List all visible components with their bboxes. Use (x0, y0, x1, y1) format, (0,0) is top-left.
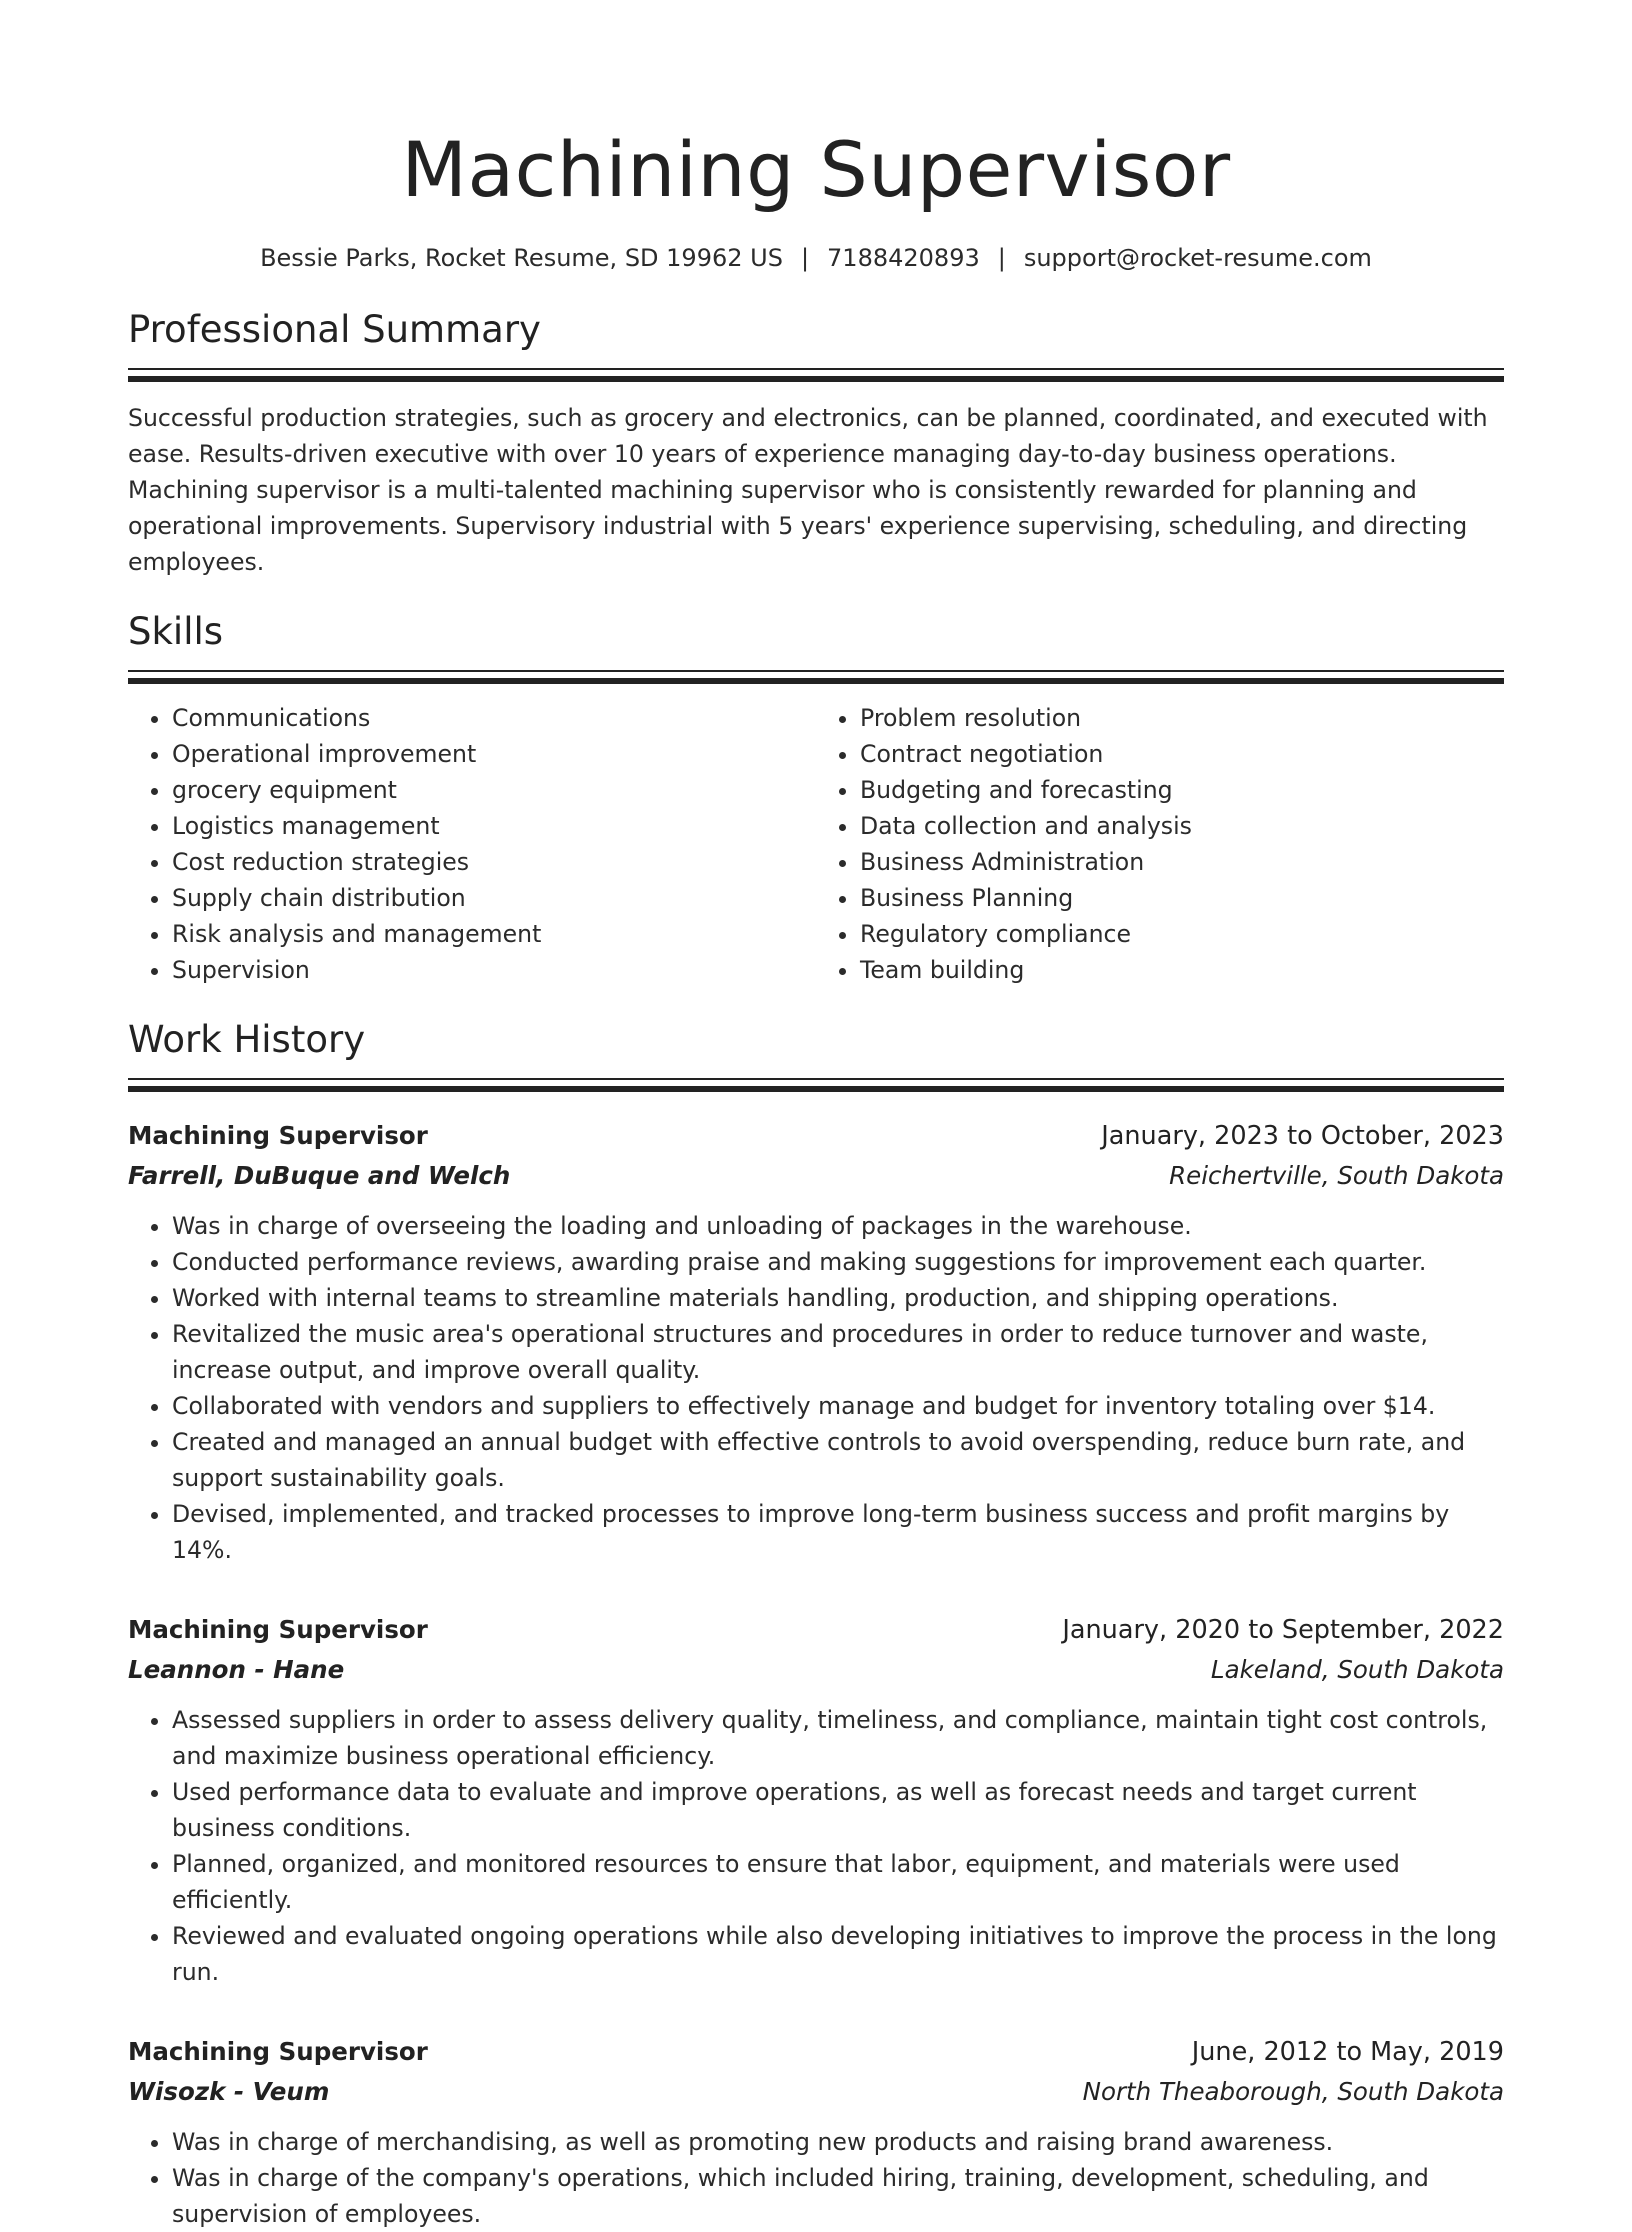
job-bullet: • Devised, implemented, and tracked processes to improve long-term business success and profit margins by 14%. (172, 1496, 1504, 1568)
job-header-row (128, 2032, 1504, 2072)
job-bullet: • Was in charge of overseeing the loading and unloading of packages in the warehouse. (172, 1208, 1504, 1244)
skill-item: • Team building (860, 952, 1504, 988)
job-header-row (128, 1116, 1504, 1156)
skill-item: • Operational improvement (172, 736, 816, 772)
skill-item: • Data collection and analysis (860, 808, 1504, 844)
skill-item: • Contract negotiation (860, 736, 1504, 772)
skill-item: • Business Administration (860, 844, 1504, 880)
skills-grid (128, 700, 1504, 988)
job-location: North Theaborough, South Dakota (1082, 2077, 1504, 2106)
job-company-row (128, 2072, 1504, 2112)
contact-line (128, 242, 1504, 274)
section-title-work-history: Work History (128, 1018, 366, 1061)
skill-item: • Communications (172, 700, 816, 736)
job-bullets (128, 1208, 1504, 1568)
skill-item: • grocery equipment (172, 772, 816, 808)
job-company-row (128, 1156, 1504, 1196)
contact-separator: | (997, 244, 1006, 272)
skill-item: • Business Planning (860, 880, 1504, 916)
job-bullet: • Was in charge of the company's operations, which included hiring, training, development, scheduling, and supervision of employees. (172, 2160, 1504, 2232)
job-bullets (128, 1702, 1504, 1990)
skill-item: • Risk analysis and management (172, 916, 816, 952)
job-entry (128, 1610, 1504, 1990)
professional-summary-section (128, 306, 1504, 580)
job-dates: January, 2023 to October, 2023 (1101, 1121, 1504, 1151)
section-divider (128, 670, 1504, 684)
skills-column-right (816, 700, 1504, 988)
job-bullet: • Conducted performance reviews, awarding praise and making suggestions for improvement each quarter. (172, 1244, 1504, 1280)
job-bullet: • Created and managed an annual budget with effective controls to avoid overspending, reduce burn rate, and support sustainability goals. (172, 1424, 1504, 1496)
job-company: Farrell, DuBuque and Welch (128, 1161, 511, 1190)
skill-item: • Supply chain distribution (172, 880, 816, 916)
job-bullets (128, 2124, 1504, 2232)
job-bullet: • Used performance data to evaluate and improve operations, as well as forecast needs and target current business conditions. (172, 1774, 1504, 1846)
skill-item: • Regulatory compliance (860, 916, 1504, 952)
contact-separator: | (800, 244, 810, 272)
skill-item: • Logistics management (172, 808, 816, 844)
section-divider (128, 368, 1504, 382)
skill-item: • Problem resolution (860, 700, 1504, 736)
job-bullet: • Was in charge of merchandising, as well as promoting new products and raising brand awareness. (172, 2124, 1504, 2160)
skill-item: • Cost reduction strategies (172, 844, 816, 880)
job-company: Leannon - Hane (128, 1655, 345, 1684)
contact-email: support@rocket-resume.com (1023, 244, 1372, 272)
job-header-row (128, 1610, 1504, 1650)
summary-text: Successful production strategies, such as grocery and electronics, can be planned, coordinated, and executed with ease. Results-driven executive with over 10 years of experience managing day-to-day business operations. Machining supervisor is a multi-talented machining supervisor who is consistently rewarded for planning and operational improvements. Supervisory industrial with 5 years' experience supervising, scheduling, and directing employees. (128, 404, 1488, 576)
job-title: Machining Supervisor (128, 1121, 428, 1150)
job-bullet: • Revitalized the music area's operational structures and procedures in order to reduce turnover and waste, increase output, and improve overall quality. (172, 1316, 1504, 1388)
job-company: Wisozk - Veum (128, 2077, 330, 2106)
section-divider (128, 1078, 1504, 1092)
job-title: Machining Supervisor (128, 2037, 428, 2066)
skills-section (128, 608, 1504, 988)
skill-item: • Budgeting and forecasting (860, 772, 1504, 808)
job-bullet: • Planned, organized, and monitored resources to ensure that labor, equipment, and materials were used efficiently. (172, 1846, 1504, 1918)
job-location: Reichertville, South Dakota (1169, 1161, 1504, 1190)
resume-page (128, 0, 1504, 2232)
job-dates: June, 2012 to May, 2019 (1191, 2037, 1504, 2067)
section-title-skills: Skills (128, 610, 224, 653)
job-bullet: • Assessed suppliers in order to assess delivery quality, timeliness, and compliance, maintain tight cost controls, and maximize business operational efficiency. (172, 1702, 1504, 1774)
candidate-name: Machining Supervisor (401, 125, 1231, 214)
job-company-row (128, 1650, 1504, 1690)
job-bullet: • Worked with internal teams to streamline materials handling, production, and shipping operations. (172, 1280, 1504, 1316)
section-title-summary: Professional Summary (128, 308, 541, 351)
job-entry (128, 1116, 1504, 1568)
work-history-section (128, 1016, 1504, 2232)
skill-item: • Supervision (172, 952, 816, 988)
contact-phone: 7188420893 (827, 244, 980, 272)
job-location: Lakeland, South Dakota (1210, 1655, 1504, 1684)
job-title: Machining Supervisor (128, 1615, 428, 1644)
job-bullet: • Reviewed and evaluated ongoing operations while also developing initiatives to improve the process in the long run. (172, 1918, 1504, 1990)
job-entry (128, 2032, 1504, 2232)
skills-column-left (128, 700, 816, 988)
job-bullet: • Collaborated with vendors and suppliers to effectively manage and budget for inventory totaling over $14. (172, 1388, 1504, 1424)
contact-address: Bessie Parks, Rocket Resume, SD 19962 US (260, 244, 783, 272)
job-dates: January, 2020 to September, 2022 (1062, 1615, 1504, 1645)
